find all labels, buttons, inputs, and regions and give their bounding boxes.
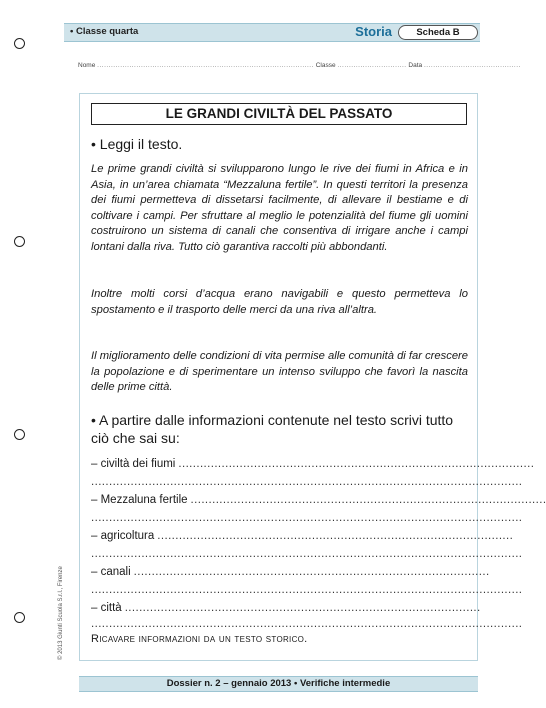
sheet-badge: Scheda B [398,25,478,40]
binder-hole-lower [14,429,25,440]
answer-line-blank[interactable]: ........................................................................................................................ [91,548,523,560]
date-field-label: Data [408,62,423,69]
page-title: LE GRANDI CIVILTÀ DEL PASSATO [91,103,467,125]
answer-line-blank[interactable]: ........................................................................................................................ [91,584,523,596]
text-paragraph-3: Il miglioramento delle condizioni di vita permise alle comunità di far crescere la popolazione e di sperimentare un intenso sviluppo che favorì la nascita delle prime città. [91,350,468,394]
name-field[interactable]: .............................................................................................. [97,62,314,69]
answer-line-mezzaluna[interactable]: – Mezzaluna fertile ................................................................................................... [91,494,546,506]
answer-line-blank[interactable]: ........................................................................................................................ [91,512,523,524]
answer-line-canali[interactable]: – canali ................................................................................................... [91,566,490,578]
text-paragraph-2: Inoltre molti corsi d’acqua erano navigabili e questo permetteva lo spostamento e il trasporto delle merci da una riva all’altra. [91,288,468,316]
header-band [64,23,480,42]
class-label: • Classe quarta [70,26,139,37]
topic-label: – civiltà dei fiumi [91,458,178,470]
date-field[interactable]: .......................................... [423,62,521,69]
copyright-notice: © 2013 Giunti Scuola S.r.l., Firenze [58,566,64,660]
class-field[interactable]: .............................. [337,62,407,69]
text-paragraph-1: Le prime grandi civiltà si svilupparono lungo le rive dei fiumi in Africa e in Asia, in un’area chiamata “Mezzaluna fertile”. In questi territori la presenza dei fiumi permetteva di dissetarsi facilmente, di allevare il bestiame e di coltivare i campi. Per sfruttare al meglio le potenzialità del fiume gli uomini costruirono un sistema di canali che consentiva di irrigare anche i campi lontani dalla riva. Tutto ciò garantiva raccolti più abbondanti. [91,163,468,253]
footer-band: Dossier n. 2 – gennaio 2013 • Verifiche intermedie [79,676,478,692]
answer-line-blank[interactable]: ........................................................................................................................ [91,618,523,630]
binder-hole-top [14,38,25,49]
answer-line-civilta[interactable]: – civiltà dei fiumi ................................................................................................... [91,458,535,470]
binder-hole-upper [14,236,25,247]
topic-label: – città [91,602,125,614]
class-field-label: Classe [315,62,336,69]
student-info-row [78,62,521,69]
answer-line-citta[interactable]: – città ................................................................................................... [91,602,481,614]
answer-line-agricoltura[interactable]: – agricoltura ................................................................................................... [91,530,514,542]
answer-line-blank[interactable]: ........................................................................................................................ [91,476,523,488]
topic-label: – agricoltura [91,530,157,542]
subject-label: Storia [355,24,392,39]
instruction-write: • A partire dalle informazioni contenute nel testo scrivi tutto ciò che sai su: [91,412,454,446]
binder-hole-bottom [14,612,25,623]
topic-label: – Mezzaluna fertile [91,494,191,506]
instruction-read: • Leggi il testo. [91,136,183,152]
topic-label: – canali [91,566,134,578]
skill-objective: Ricavare informazioni da un testo storico. [91,633,308,645]
name-field-label: Nome [78,62,96,69]
